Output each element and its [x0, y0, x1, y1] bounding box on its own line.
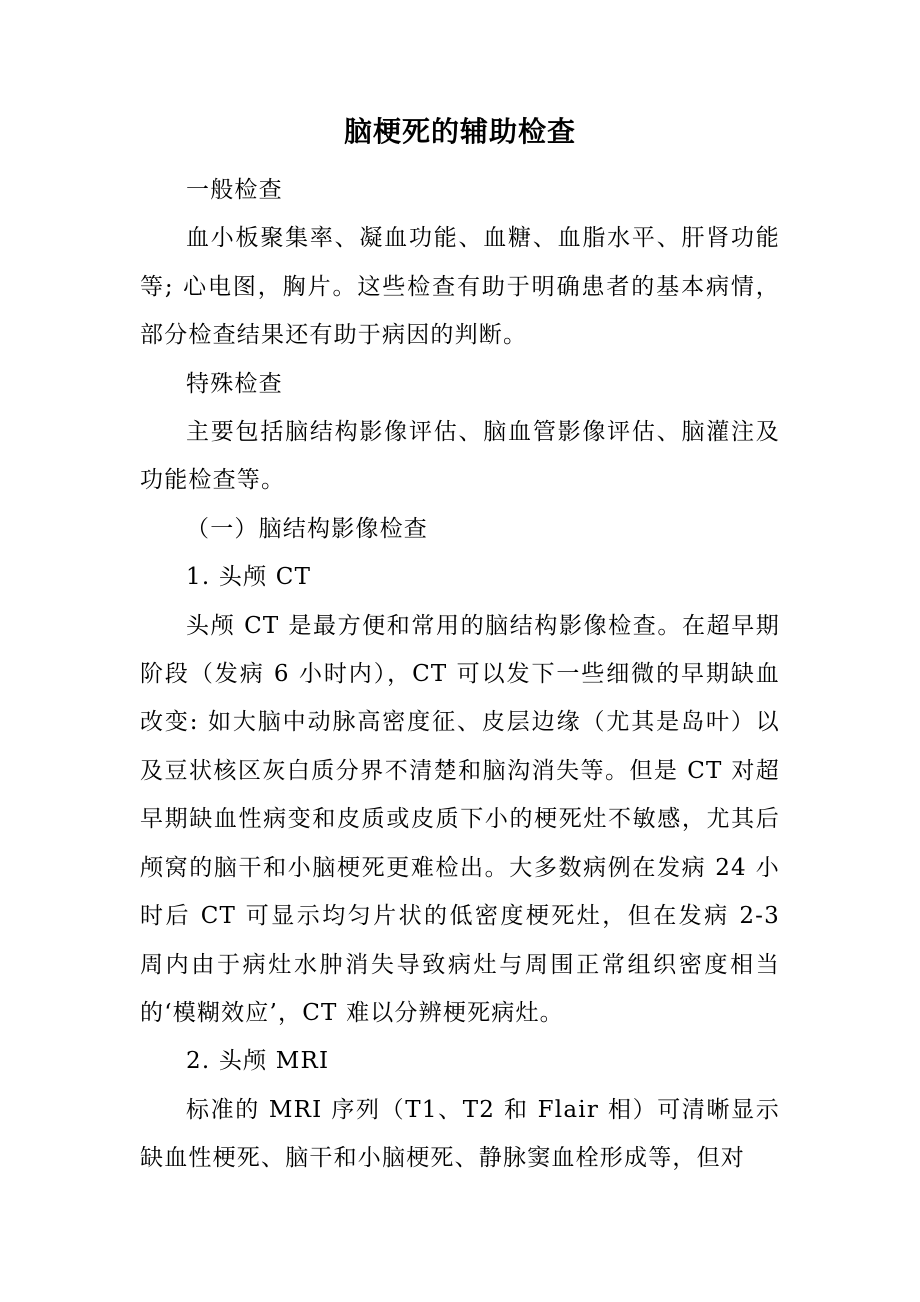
document-body: [140, 166, 780, 1183]
document-title: 脑梗死的辅助检查: [343, 115, 576, 148]
paragraph-head-ct: 头颅 CT 是最方便和常用的脑结构影像检查。在超早期阶段（发病 6 小时内），CT 可以发下一些细微的早期缺血改变: 如大脑中动脉高密度征、皮层边缘（尤其是岛叶）以及豆状核区灰白质分界不清楚和脑沟消失等。但是 CT 对超早期缺血性病变和皮质或皮质下小的梗死灶不敏感，尤其后颅窝的脑干和小脑梗死更难检出。大多数病例在发病 24 小时后 CT 可显示均匀片状的低密度梗死灶，但在发病 2-3 周内由于病灶水肿消失导致病灶与周围正常组织密度相当的‘模糊效应’，CT 难以分辨梗死病灶。: [140, 612, 780, 1026]
subheading-head-mri: 2. 头颅 MRI: [186, 1048, 330, 1075]
paragraph-special-exam: 主要包括脑结构影像评估、脑血管影像评估、脑灌注及功能检查等。: [140, 419, 780, 494]
section-heading-structure-imaging: （一）脑结构影像检查: [186, 515, 428, 542]
heading-general-exam: 一般检查: [186, 177, 283, 203]
paragraph-general-exam: 血小板聚集率、凝血功能、血糖、血脂水平、肝肾功能等; 心电图，胸片。这些检查有助于明确患者的基本病情，部分检查结果还有助于病因的判断。: [140, 225, 780, 349]
heading-special-exam: 特殊检查: [186, 370, 283, 397]
subheading-head-ct: 1. 头颅 CT: [186, 564, 312, 591]
paragraph-head-mri: 标准的 MRI 序列（T1、T2 和 Flair 相）可清晰显示缺血性梗死、脑干和小脑梗死、静脉窦血栓形成等，但对: [140, 1096, 780, 1172]
